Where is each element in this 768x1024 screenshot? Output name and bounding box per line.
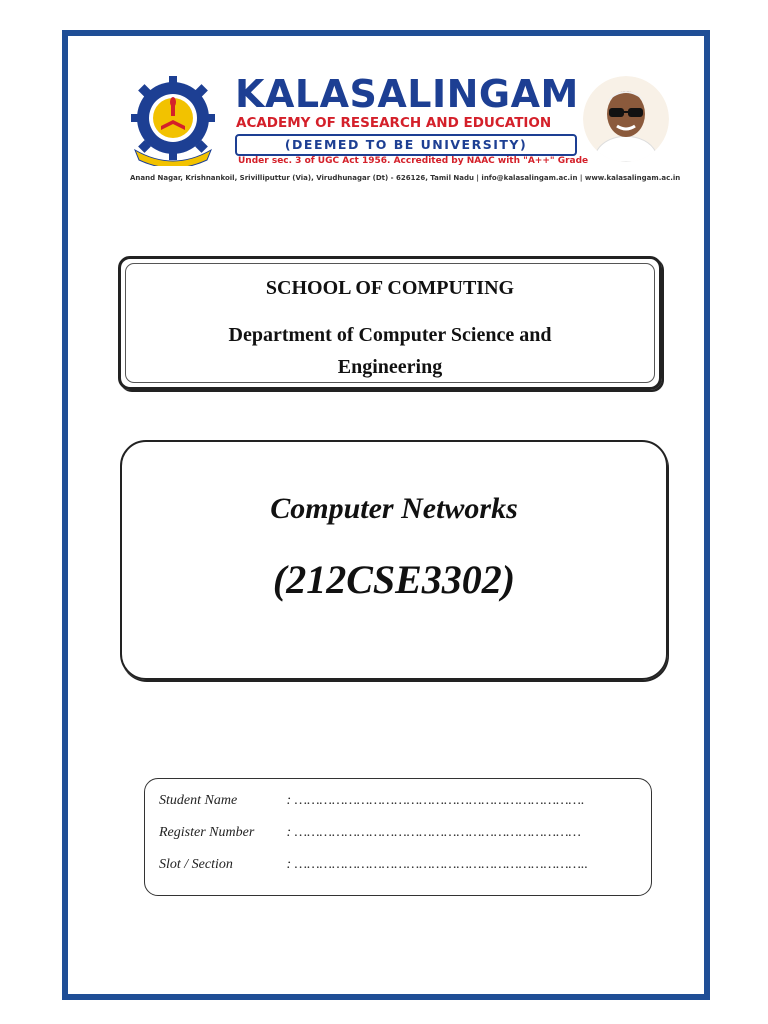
course-code: (212CSE3302) bbox=[272, 557, 516, 602]
student-name-row bbox=[159, 793, 584, 809]
university-emblem-icon bbox=[125, 76, 221, 166]
student-details-box bbox=[144, 778, 652, 896]
department-name: Department of Computer Science and Engineering bbox=[228, 324, 552, 378]
institution-tagline: (DEEMED TO BE UNIVERSITY) bbox=[235, 134, 577, 156]
register-number-field[interactable]: : …………………………………………………………… bbox=[286, 825, 581, 840]
institution-subtitle: ACADEMY OF RESEARCH AND EDUCATION bbox=[236, 115, 552, 131]
student-name-label: Student Name bbox=[159, 793, 238, 808]
register-number-row bbox=[159, 825, 581, 841]
register-number-label: Register Number bbox=[159, 825, 255, 840]
institution-name: KALASALINGAM bbox=[235, 72, 579, 116]
slot-section-row bbox=[159, 857, 588, 873]
course-name: Computer Networks bbox=[270, 492, 518, 525]
school-name: SCHOOL OF COMPUTING bbox=[265, 277, 515, 299]
accreditation-text: Under sec. 3 of UGC Act 1956. Accredited by NAAC with "A++" Grade bbox=[238, 156, 589, 166]
school-box bbox=[118, 256, 662, 390]
institution-header bbox=[125, 72, 680, 192]
slot-section-field[interactable]: : …………………………………………………………….. bbox=[286, 857, 588, 872]
slot-section-label: Slot / Section bbox=[159, 857, 233, 872]
founder-portrait-icon bbox=[583, 76, 669, 162]
student-name-field[interactable]: : ……………………………………………………………. bbox=[286, 793, 585, 808]
course-box bbox=[120, 440, 668, 680]
institution-address: Anand Nagar, Krishnankoil, Srivilliputtur (Via), Virudhunagar (Dt) - 626126, Tamil Nadu | info@kalasalingam.ac.in | www.kalasalingam.ac.in bbox=[130, 174, 681, 182]
